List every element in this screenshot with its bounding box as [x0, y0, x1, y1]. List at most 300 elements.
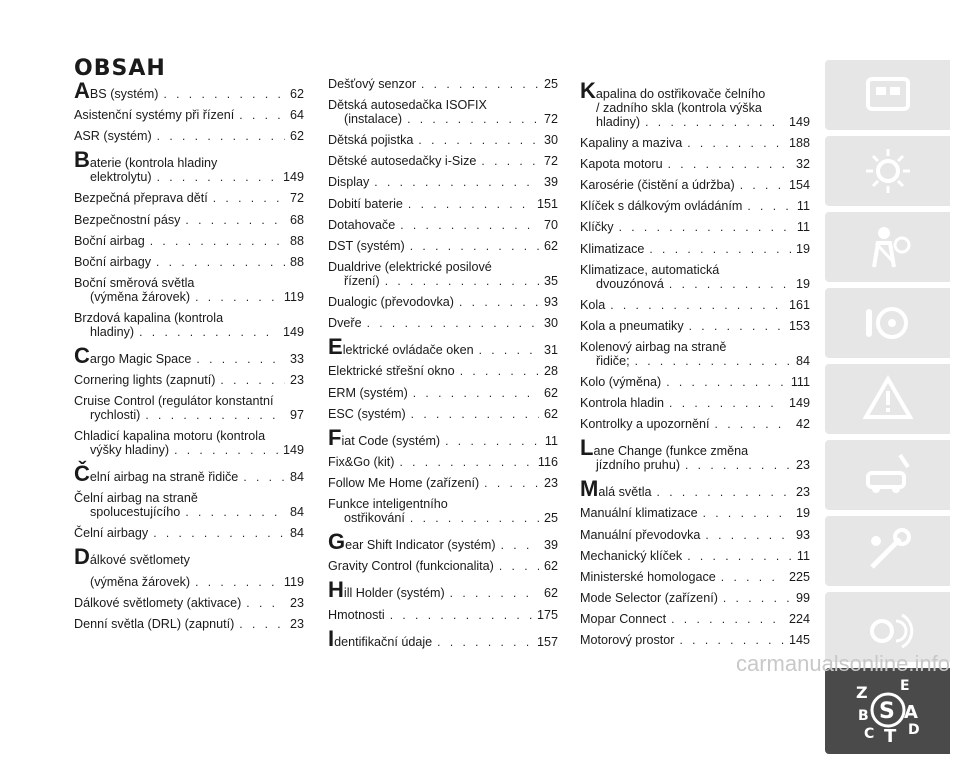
index-letter: B — [857, 708, 869, 724]
index-entry[interactable] — [328, 387, 558, 401]
index-letter: D — [907, 722, 920, 738]
index-entry[interactable] — [328, 176, 558, 190]
index-entry[interactable] — [328, 625, 558, 651]
dot-leader — [157, 130, 285, 143]
page-number: 175 — [536, 607, 558, 622]
page-number: 84 — [795, 353, 810, 368]
page-title: OBSAH — [74, 56, 166, 81]
index-initial-letter: G — [328, 529, 346, 555]
index-entry-text: Čelní airbag na straně — [74, 491, 198, 506]
index-entry[interactable] — [74, 147, 304, 185]
page-number: 19 — [795, 506, 810, 521]
index-initial-letter: D — [74, 544, 90, 570]
page-number: 157 — [536, 634, 558, 649]
page-number: 72 — [543, 154, 558, 169]
page-number: 62 — [543, 238, 558, 253]
page-number: 161 — [788, 297, 810, 312]
index-initial-letter: E — [328, 334, 343, 360]
index-entry[interactable] — [328, 498, 558, 526]
index-entry-text: Motorový prostor — [580, 633, 675, 648]
page-number: 11 — [796, 220, 810, 235]
index-entry-text: Boční směrová světla — [74, 275, 195, 290]
index-entry-text: / zadního skla (kontrola výška — [596, 100, 762, 115]
page-number: 62 — [543, 385, 558, 400]
page-number: 84 — [289, 505, 304, 520]
index-column-1 — [74, 78, 304, 639]
tab-maintenance[interactable] — [825, 440, 950, 510]
page-number: 93 — [543, 294, 558, 309]
page-number: 23 — [795, 458, 810, 473]
warning-road-icon — [860, 371, 916, 427]
index-entry[interactable] — [74, 374, 304, 388]
dot-leader — [740, 179, 784, 192]
index-initial-letter: F — [328, 424, 342, 450]
page-number: 119 — [283, 574, 304, 589]
page-number: 68 — [289, 212, 304, 227]
page-number: 70 — [543, 217, 558, 232]
dot-leader — [163, 88, 285, 101]
index-column-3 — [580, 78, 810, 655]
page-number: 11 — [796, 548, 810, 563]
dot-leader — [657, 486, 791, 499]
page-number: 84 — [289, 526, 304, 541]
index-entry-text: Manuální klimatizace — [580, 506, 698, 521]
page-number: 33 — [289, 351, 304, 366]
dot-leader — [666, 376, 786, 389]
page-number: 149 — [282, 170, 304, 185]
index-entry-text: apalina do ostřikovače čelního — [595, 87, 766, 101]
index-entry-text: ane Change (funkce změna — [593, 444, 749, 459]
index-entry-text: Klíček s dálkovým ovládáním — [580, 199, 743, 214]
index-entry-text: Dotahovače — [328, 217, 396, 232]
page-number: 62 — [289, 87, 304, 101]
index-entry-text: Cruise Control (regulátor konstantní — [74, 394, 274, 409]
index-letter: E — [899, 678, 910, 694]
index-entry[interactable] — [580, 550, 810, 564]
tab-lights[interactable] — [825, 136, 950, 206]
index-entry[interactable] — [580, 341, 810, 369]
tab-emergency[interactable] — [825, 364, 950, 434]
page-number: 19 — [795, 241, 810, 256]
index-entry-text: Brzdová kapalina (kontrola — [74, 310, 224, 325]
index-entry-text: rychlosti) — [90, 408, 141, 423]
page-number: 72 — [289, 191, 304, 206]
page-number: 39 — [543, 175, 558, 190]
index-entry-text: DST (systém) — [328, 238, 405, 253]
dot-leader — [408, 198, 532, 211]
index-entry[interactable] — [580, 158, 810, 172]
index-entry[interactable] — [328, 198, 558, 212]
index-entry[interactable] — [580, 435, 810, 473]
dot-leader — [220, 374, 285, 387]
index-entry-text: Dětské autosedačky i-Size — [328, 154, 477, 169]
index-entry[interactable] — [74, 312, 304, 340]
index-column-2 — [328, 78, 558, 657]
page-number: 93 — [795, 527, 810, 542]
dot-leader — [610, 299, 784, 312]
index-entry-text: Mode Selector (zařízení) — [580, 591, 718, 606]
index-entry[interactable] — [580, 529, 810, 543]
dot-leader — [139, 326, 278, 339]
index-entry[interactable] — [74, 235, 304, 249]
dot-leader — [723, 592, 791, 605]
index-entry[interactable] — [74, 461, 304, 487]
page-number: 25 — [543, 77, 558, 91]
dot-leader — [411, 408, 539, 421]
index-initial-letter: K — [580, 78, 596, 103]
page-number: 153 — [788, 318, 810, 333]
index-letter: S — [878, 699, 895, 724]
index-entry[interactable] — [580, 592, 810, 606]
page-number: 72 — [543, 111, 558, 126]
dot-leader — [484, 477, 539, 490]
index-entry[interactable] — [328, 560, 558, 574]
index-entry-text: Dětská autosedačka ISOFIX — [328, 98, 487, 113]
index-entry-text: BS (systém) — [89, 87, 159, 101]
index-initial-letter: M — [580, 476, 599, 502]
index-entry[interactable] — [74, 618, 304, 632]
index-initial-letter: B — [74, 147, 90, 173]
page-number: 42 — [795, 417, 810, 432]
index-entry[interactable] — [328, 577, 558, 603]
index-entry-text: řízení) — [344, 273, 380, 288]
index-entry[interactable] — [74, 192, 304, 206]
dot-leader — [687, 137, 784, 150]
index-entry-text: Kola a pneumatiky — [580, 318, 684, 333]
index-entry-text: dvouzónová — [596, 276, 664, 291]
page-number: 154 — [788, 178, 810, 193]
page-number: 25 — [543, 511, 558, 526]
dot-leader — [418, 134, 539, 147]
index-entry[interactable] — [328, 334, 558, 360]
index-entry-text: ill Holder (systém) — [343, 586, 445, 601]
index-entry-text: Asistenční systémy při řízení — [74, 108, 235, 123]
dot-leader — [649, 243, 791, 256]
page-number: 32 — [795, 156, 810, 171]
index-entry-text: Bezpečnostní pásy — [74, 212, 181, 227]
page-number: 23 — [289, 595, 304, 610]
dot-leader — [185, 506, 285, 519]
index-entry[interactable] — [580, 243, 810, 257]
dot-leader — [689, 320, 784, 333]
index-entry[interactable] — [74, 109, 304, 123]
dot-leader — [390, 609, 532, 622]
index-entry[interactable] — [74, 342, 304, 368]
page-number: 84 — [289, 470, 304, 485]
seatbelt-airbag-icon — [860, 219, 916, 275]
page-number: 11 — [544, 433, 558, 448]
index-entry[interactable] — [328, 296, 558, 310]
page-number: 224 — [788, 612, 810, 627]
index-entry-text: Chladicí kapalina motoru (kontrola — [74, 429, 266, 444]
index-entry[interactable] — [580, 397, 810, 411]
index-entry[interactable] — [74, 492, 304, 520]
index-entry[interactable] — [580, 137, 810, 151]
index-entry[interactable] — [580, 571, 810, 585]
page-number: 145 — [788, 633, 810, 648]
index-entry[interactable] — [328, 529, 558, 555]
index-entry[interactable] — [74, 576, 304, 590]
index-entry-text: ear Shift Indicator (systém) — [345, 538, 496, 553]
dot-leader — [445, 435, 540, 448]
index-entry-text: ESC (systém) — [328, 406, 406, 421]
tab-index[interactable] — [825, 668, 950, 754]
dot-leader — [721, 571, 784, 584]
dot-leader — [399, 456, 532, 469]
index-entry[interactable] — [74, 544, 304, 570]
dot-leader — [671, 613, 784, 626]
index-entry[interactable] — [580, 264, 810, 292]
steering-wheel-key-icon — [860, 295, 916, 351]
page-number: 31 — [543, 343, 558, 358]
index-entry[interactable] — [580, 179, 810, 193]
dot-leader — [501, 539, 539, 552]
watermark: carmanualsonline.info — [735, 651, 950, 676]
index-entry[interactable] — [328, 317, 558, 331]
index-letter: Z — [855, 683, 868, 702]
index-entry-text: jízdního pruhu) — [596, 458, 681, 473]
page-number: 62 — [543, 406, 558, 421]
index-initial-letter: L — [580, 435, 594, 461]
index-entry-text: spolucestujícího — [90, 505, 181, 520]
dot-leader — [246, 597, 285, 610]
index-entry-text: elní airbag na straně řidiče — [89, 470, 239, 485]
index-entry[interactable] — [580, 418, 810, 432]
index-entry-text: Klíčky — [580, 220, 614, 235]
dot-leader — [645, 116, 784, 129]
index-initial-letter: C — [74, 342, 90, 368]
dot-leader — [407, 113, 539, 126]
index-entry[interactable] — [74, 78, 304, 103]
index-entry[interactable] — [328, 240, 558, 254]
index-entry-text: álkové světlomety — [89, 553, 190, 568]
dot-leader — [705, 529, 791, 542]
index-entry[interactable] — [580, 507, 810, 521]
page-number: 119 — [283, 289, 304, 304]
index-entry-text: Funkce inteligentního — [328, 497, 448, 512]
index-entry-text: Gravity Control (funkcionalita) — [328, 559, 494, 574]
page-number: 149 — [282, 324, 304, 339]
tab-dashboard[interactable] — [825, 60, 950, 130]
index-entry-text: Denní světla (DRL) (zapnutí) — [74, 616, 235, 631]
page-number: 151 — [536, 196, 558, 211]
page-number: 30 — [543, 316, 558, 331]
index-entry[interactable] — [74, 395, 304, 423]
index-entry-text: Bezpečná přeprava dětí — [74, 191, 208, 206]
index-entry-text: ASR (systém) — [74, 129, 152, 144]
index-entry-text: hladiny) — [596, 114, 641, 129]
dot-leader — [367, 317, 539, 330]
index-entry-text: Mechanický klíček — [580, 548, 683, 563]
page-number: 149 — [788, 396, 810, 411]
index-entry-text: Kontrolky a upozornění — [580, 417, 710, 432]
light-bulb-icon — [860, 143, 916, 199]
index-entry[interactable] — [74, 527, 304, 541]
index-entry-text: výšky hladiny) — [90, 443, 170, 458]
index-entry-text: iat Code (systém) — [341, 433, 441, 448]
index-entry[interactable] — [580, 376, 810, 390]
dot-leader — [679, 634, 784, 647]
index-entry-text: řidiče; — [596, 353, 630, 368]
index-entry[interactable] — [74, 597, 304, 611]
dot-leader — [479, 344, 539, 357]
dot-leader — [460, 365, 539, 378]
index-entry-text: Manuální převodovka — [580, 527, 701, 542]
page-number: 64 — [289, 108, 304, 123]
index-entry-text: Čelní airbagy — [74, 526, 149, 541]
index-entry[interactable] — [328, 155, 558, 169]
car-dashboard-icon — [860, 67, 916, 123]
index-entry[interactable] — [580, 78, 810, 130]
page-number: 225 — [788, 569, 810, 584]
index-entry-text: Dobití baterie — [328, 196, 403, 211]
index-entry-text: Boční airbag — [74, 233, 145, 248]
index-entry[interactable] — [328, 134, 558, 148]
index-entry[interactable] — [580, 320, 810, 334]
dot-leader — [459, 296, 539, 309]
dot-leader — [687, 550, 792, 563]
page-number: 23 — [289, 373, 304, 388]
index-entry[interactable] — [328, 456, 558, 470]
index-entry-text: Display — [328, 175, 370, 190]
dot-leader — [239, 109, 285, 122]
dot-leader — [715, 418, 791, 431]
index-entry[interactable] — [328, 408, 558, 422]
dot-leader — [685, 459, 791, 472]
dot-leader — [668, 158, 791, 171]
index-entry-text: Ministerské homologace — [580, 569, 716, 584]
index-entry-text: Cornering lights (zapnutí) — [74, 373, 216, 388]
index-entry[interactable] — [580, 299, 810, 313]
dot-leader — [156, 256, 285, 269]
index-entry[interactable] — [328, 219, 558, 233]
index-entry[interactable] — [580, 613, 810, 627]
index-entry-text: Boční airbagy — [74, 254, 152, 269]
index-entry-text: Kapota motoru — [580, 156, 663, 171]
dot-leader — [410, 240, 539, 253]
page-number: 62 — [543, 559, 558, 574]
index-initial-letter: Č — [74, 461, 90, 487]
dot-leader — [213, 192, 285, 205]
index-entry-text: Klimatizace — [580, 241, 645, 256]
index-entry[interactable] — [580, 476, 810, 502]
index-entry[interactable] — [328, 261, 558, 289]
page-number: 39 — [543, 538, 558, 553]
tab-starting[interactable] — [825, 288, 950, 358]
index-entry[interactable] — [328, 99, 558, 127]
page-number: 28 — [543, 364, 558, 379]
page-number: 188 — [788, 135, 810, 150]
settings-signal-icon — [860, 599, 916, 655]
index-letter: C — [863, 726, 874, 742]
dot-leader — [499, 560, 539, 573]
dot-leader — [481, 155, 539, 168]
index-entry-text: Dualogic (převodovka) — [328, 294, 454, 309]
index-entry-text: (výměna žárovek) — [90, 289, 191, 304]
index-entry[interactable] — [328, 424, 558, 450]
page-number: 88 — [289, 254, 304, 269]
dot-leader — [150, 235, 285, 248]
tab-technical-data[interactable] — [825, 516, 950, 586]
index-entry-text: ostřikování — [344, 511, 405, 526]
page-number: 23 — [543, 476, 558, 491]
dot-leader — [185, 214, 285, 227]
index-entry-text: Dešťový senzor — [328, 77, 417, 91]
index-entry-text: Dualdrive (elektrické posilové — [328, 259, 492, 274]
index-entry[interactable] — [74, 214, 304, 228]
index-entry[interactable] — [328, 609, 558, 623]
dot-leader — [669, 278, 791, 291]
index-entry[interactable] — [580, 200, 810, 214]
dot-leader — [450, 587, 539, 600]
dot-leader — [747, 200, 792, 213]
index-initial-letter: A — [74, 78, 90, 103]
dot-leader — [195, 576, 279, 589]
dot-leader — [153, 527, 285, 540]
index-entry-text: dentifikační údaje — [334, 634, 433, 649]
index-entry[interactable] — [74, 256, 304, 270]
tab-safety[interactable] — [825, 212, 950, 282]
page-number: 116 — [537, 454, 558, 469]
index-entry-text: Hmotnosti — [328, 607, 385, 622]
index-entry[interactable] — [328, 78, 558, 92]
index-entry-text: Elektrické střešní okno — [328, 364, 455, 379]
dot-leader — [157, 171, 278, 184]
index-entry-text: Dálkové světlomety (aktivace) — [74, 595, 242, 610]
page-number: 149 — [788, 114, 810, 129]
index-entry[interactable] — [74, 130, 304, 144]
dot-leader — [385, 275, 539, 288]
page-number: 62 — [289, 129, 304, 144]
index-entry[interactable] — [580, 634, 810, 648]
index-entry-text: Karosérie (čistění a údržba) — [580, 178, 735, 193]
index-initial-letter: H — [328, 577, 344, 603]
page-number: 19 — [795, 276, 810, 291]
page-number: 23 — [795, 485, 810, 500]
index-entry-text: Dětská pojistka — [328, 133, 414, 148]
page-number: 30 — [543, 133, 558, 148]
index-entry[interactable] — [74, 277, 304, 305]
index-entry[interactable] — [74, 430, 304, 458]
index-entry-text: (instalace) — [344, 111, 403, 126]
dot-leader — [196, 353, 285, 366]
index-entry[interactable] — [328, 365, 558, 379]
index-entry[interactable] — [580, 221, 810, 235]
dot-leader — [145, 409, 285, 422]
index-entry-text: Kontrola hladin — [580, 396, 665, 411]
dot-leader — [374, 176, 539, 189]
index-entry-text: ERM (systém) — [328, 385, 408, 400]
page-number: 35 — [543, 273, 558, 288]
index-letters-icon — [848, 676, 928, 746]
dot-leader — [243, 471, 285, 484]
index-entry-text: aterie (kontrola hladiny — [89, 156, 218, 171]
index-entry[interactable] — [328, 477, 558, 491]
index-entry-text: (výměna žárovek) — [90, 574, 191, 589]
index-entry-text: argo Magic Space — [89, 351, 192, 366]
dot-leader — [195, 291, 279, 304]
dot-leader — [703, 507, 791, 520]
page-number: 149 — [282, 443, 304, 458]
dot-leader — [421, 78, 539, 91]
index-entry-text: elektrolytu) — [90, 170, 152, 185]
page-number: 62 — [543, 586, 558, 601]
page-number: 11 — [796, 199, 810, 214]
dot-leader — [635, 355, 791, 368]
index-entry-text: Kolenový airbag na straně — [580, 339, 727, 354]
index-entry-text: Klimatizace, automatická — [580, 262, 720, 277]
dot-leader — [400, 219, 539, 232]
